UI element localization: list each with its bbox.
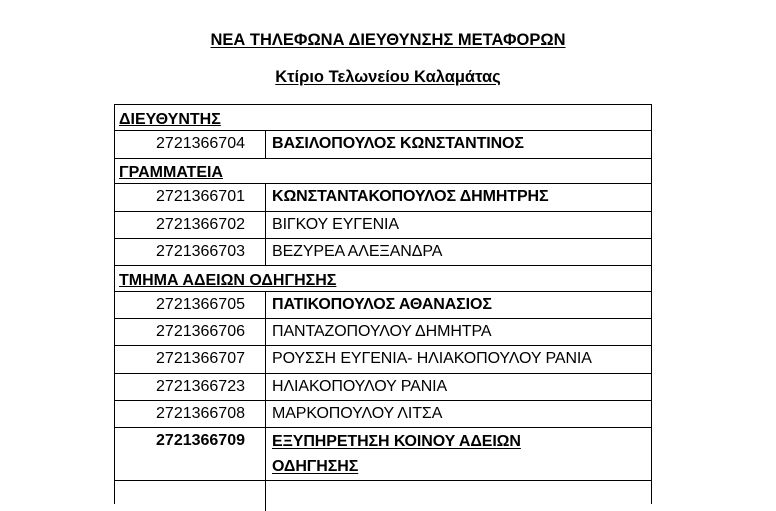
- section-label: ΤΜΗΜΑ ΑΔΕΙΩΝ ΟΔΗΓΗΣΗΣ: [119, 272, 337, 289]
- table-row: [115, 131, 651, 159]
- contact-name: ΠΑΤΙΚΟΠΟΥΛΟΣ ΑΘΑΝΑΣΙΟΣ: [272, 296, 492, 313]
- document-title: ΝΕΑ ΤΗΛΕΦΩΝΑ ΔΙΕΥΘΥΝΣΗΣ ΜΕΤΑΦΟΡΩΝ: [210, 31, 566, 49]
- contact-name: ΒΙΓΚΟΥ ΕΥΓΕΝΙΑ: [272, 216, 399, 233]
- phone-number: 2721366705: [115, 292, 266, 318]
- section-label: ΔΙΕΥΘΥΝΤΗΣ: [119, 111, 221, 128]
- contact-name: ΡΟΥΣΣΗ ΕΥΓΕΝΙΑ- ΗΛΙΑΚΟΠΟΥΛΟΥ ΡΑΝΙΑ: [272, 350, 592, 367]
- phone-number: 2721366701: [115, 184, 266, 211]
- phone-number: 2721366702: [115, 212, 266, 238]
- empty-table-row: [115, 481, 651, 511]
- table-row: [115, 239, 651, 266]
- phone-number: 2721366708: [115, 401, 266, 427]
- empty-phone-cell: [115, 481, 266, 511]
- table-row: [115, 374, 651, 401]
- table-row: [115, 184, 651, 212]
- table-row: [115, 428, 651, 481]
- contact-name: ΠΑΝΤΑΖΟΠΟΥΛΟΥ ΔΗΜΗΤΡΑ: [272, 323, 492, 340]
- phone-number: 2721366723: [115, 374, 266, 400]
- table-row: [115, 319, 651, 346]
- phone-number: 2721366707: [115, 346, 266, 373]
- contact-name: ΜΑΡΚΟΠΟΥΛΟΥ ΛΙΤΣΑ: [272, 405, 443, 422]
- section-row-director: [115, 105, 651, 131]
- contact-name: ΚΩΝΣΤΑΝΤΑΚΟΠΟΥΛΟΣ ΔΗΜΗΤΡΗΣ: [272, 188, 549, 205]
- phone-directory-table: [114, 104, 652, 504]
- section-row-secretariat: [115, 159, 651, 184]
- document-subtitle: Κτίριο Τελωνείου Καλαμάτας: [275, 68, 501, 86]
- phone-number: 2721366703: [115, 239, 266, 265]
- phone-number: 2721366706: [115, 319, 266, 345]
- contact-name: ΒΑΣΙΛΟΠΟΥΛΟΣ ΚΩΝΣΤΑΝΤΙΝΟΣ: [272, 135, 524, 152]
- section-label: ΓΡΑΜΜΑΤΕΙΑ: [119, 164, 223, 181]
- contact-name: ΕΞΥΠΗΡΕΤΗΣΗ ΚΟΙΝΟΥ ΑΔΕΙΩΝ ΟΔΗΓΗΣΗΣ: [272, 433, 521, 475]
- section-row-licenses: [115, 266, 651, 292]
- contact-name: ΗΛΙΑΚΟΠΟΥΛΟΥ ΡΑΝΙΑ: [272, 378, 448, 395]
- table-row: [115, 346, 651, 374]
- phone-number: 2721366704: [115, 131, 266, 158]
- contact-name: ΒΕΖΥΡΕΑ ΑΛΕΞΑΝΔΡΑ: [272, 243, 443, 260]
- table-row: [115, 401, 651, 428]
- phone-number: 2721366709: [115, 428, 266, 480]
- table-row: [115, 292, 651, 319]
- table-row: [115, 212, 651, 239]
